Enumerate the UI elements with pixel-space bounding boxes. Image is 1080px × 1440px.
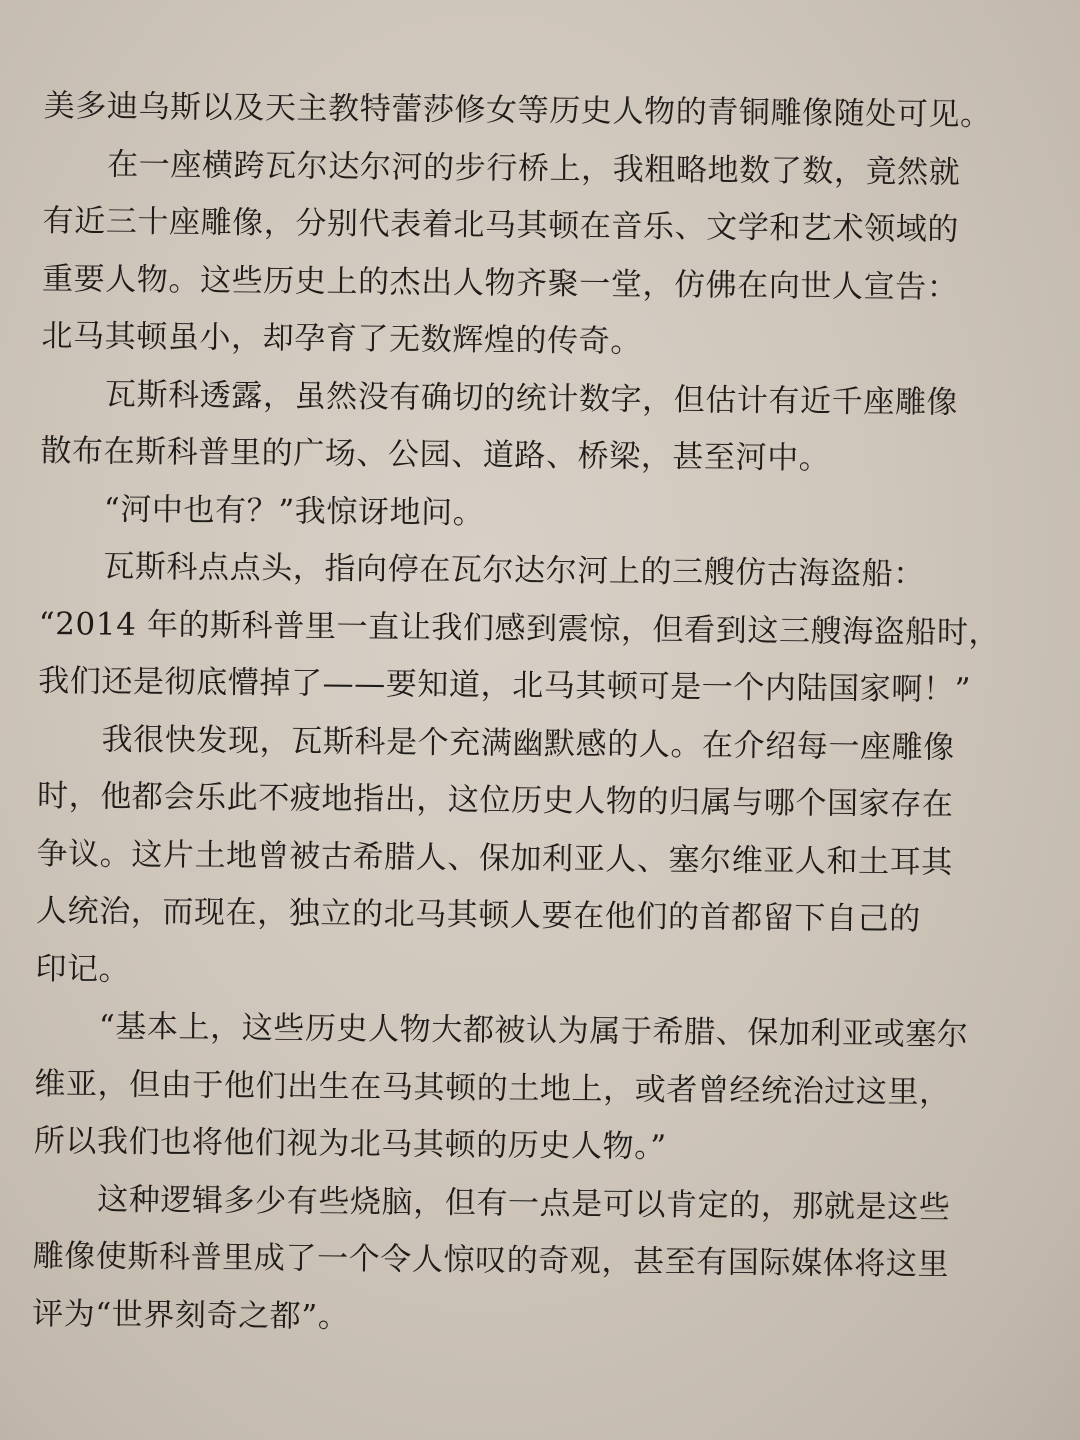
text-line: 人统治，而现在，独立的北马其顿人要在他们的首都留下自己的: [35, 892, 921, 938]
text-line: 维亚，但由于他们出生在马其顿的土地上，或者曾经统治过这里，: [34, 1065, 951, 1111]
text-line: 有近三十座雕像，分别代表着北马其顿在音乐、文学和艺术领域的: [42, 202, 960, 248]
text-line: 北马其顿虽小，却孕育了无数辉煌的传奇。: [41, 317, 643, 360]
text-line: 瓦斯科透露，虽然没有确切的统计数字，但估计有近千座雕像: [104, 376, 959, 421]
text-line: 印记。: [35, 950, 131, 988]
body-text: [32, 78, 1044, 1353]
text-line: “基本上，这些历史人物大都被认为属于希腊、保加利亚或塞尔: [98, 1008, 969, 1053]
text-line: 散布在斯科普里的广场、公园、道路、桥梁，甚至河中。: [40, 432, 831, 477]
text-line: 这种逻辑多少有些烧脑，但有一点是可以肯定的，那就是这些: [97, 1181, 951, 1226]
text-line: 重要人物。这些历史上的杰出人物齐聚一堂，仿佛在向世人宣告：: [41, 260, 959, 306]
text-line: 瓦斯科点点头，指向停在瓦尔达尔河上的三艘仿古海盗船：: [103, 548, 926, 593]
text-line: “河中也有？”我惊讶地问。: [103, 491, 485, 531]
text-line: 争议。这片土地曾被古希腊人、保加利亚人、塞尔维亚人和土耳其: [36, 835, 954, 881]
text-line: “2014 年的斯科普里一直让我们感到震惊，但看到这三艘海盗船时，: [38, 605, 1001, 651]
text-line: 我们还是彻底懵掉了——要知道，北马其顿可是一个内陆国家啊！”: [38, 662, 972, 708]
text-line: 我很快发现，瓦斯科是个充满幽默感的人。在介绍每一座雕像: [101, 721, 955, 766]
text-line: 在一座横跨瓦尔达尔河的步行桥上，我粗略地数了数，竟然就: [107, 146, 961, 191]
text-line: 评为“世界刻奇之都”。: [31, 1295, 350, 1335]
text-line: 所以我们也将他们视为北马其顿的历史人物。”: [33, 1122, 667, 1166]
text-line: 雕像使斯科普里成了一个令人惊叹的奇观，甚至有国际媒体将这里: [32, 1237, 950, 1283]
text-line: 时，他都会乐此不疲地指出，这位历史人物的归属与哪个国家存在: [36, 777, 954, 823]
text-line: 美多迪乌斯以及天主教特蕾莎修女等历史人物的青铜雕像随处可见。: [43, 87, 992, 134]
